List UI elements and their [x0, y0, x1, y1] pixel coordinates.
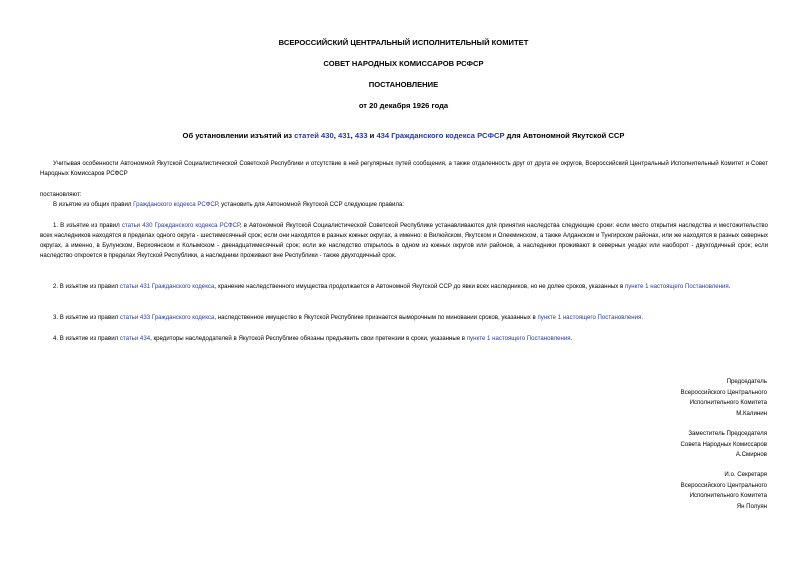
preamble: Учитывая особенности Автономной Якутской Социалистической Советской Республики и отсутствие в ней регулярных путей сообщения, а также отдаленность друг от друга ее округов, Всероссийский Центральный Исполнительный Комитет и Совет Народных Комиссаров РСФСР — [40, 160, 768, 177]
title-text: и — [367, 131, 377, 140]
document-type: ПОСТАНОВЛЕНИЕ — [368, 80, 439, 89]
item-4-text: . — [570, 335, 573, 342]
document-title — [40, 130, 767, 141]
title-link-article-430[interactable]: статей 430 — [294, 131, 334, 140]
item-1-text: , в Автономной Якутской Социалистической Советской Республике устанавливаются для принятия наследства следующие сроки: если место открытия наследства и местожительство всех наследников находятся в пределах одного округа - шестимесячный срок; если они находятся в разных южных округах, а именно: в Вилюйском, Якутском и Олекминском, а также Алданском и Тунгирском районах, или же находятся в разных северных округах, а именно, в Булунском, Верхоянском и Колымском - двенадцатимесячный срок; если же наследство открылось в одном из южных округов или районов, а наследники проживают в северных уездах или наоборот - двухгодичный срок; если наследство откроется в пределах Якутской Республики, а наследники проживают вне Республики - также двухгодичный срок. — [40, 222, 768, 259]
title-text: Об установлении изъятий из — [182, 131, 295, 140]
link-point-1[interactable]: пункте 1 настоящего Постановления — [624, 283, 729, 290]
signature-line: Заместитель Председателя — [688, 430, 767, 437]
signature-deputy-chairman — [681, 429, 767, 461]
signature-line: Председатель — [726, 378, 767, 385]
title-link-article-431[interactable]: 431 — [337, 131, 351, 140]
link-article-431[interactable]: статьи 431 Гражданского кодекса — [119, 283, 215, 290]
signature-line: Исполнительного Комитета — [689, 399, 767, 406]
signature-chairman — [681, 377, 767, 419]
item-3-text: . — [641, 314, 644, 321]
item-1-text: 1. В изъятие из правил — [53, 222, 122, 229]
signature-line: Всероссийского Центрального — [680, 481, 767, 489]
signatory-name: М.Калинин — [736, 409, 767, 417]
intro-paragraph — [40, 200, 768, 210]
document-date: от 20 декабря 1926 года — [358, 101, 449, 110]
issuer-sovnarkom: СОВЕТ НАРОДНЫХ КОМИССАРОВ РСФСР — [323, 59, 484, 68]
signature-line: И.о. Секретаря — [724, 471, 767, 478]
link-point-1[interactable]: пункте 1 настоящего Постановления — [466, 335, 571, 342]
title-text: для Автономной Якутской ССР — [504, 131, 625, 140]
item-1 — [40, 221, 768, 261]
title-text: , — [350, 131, 355, 140]
resolve-word: постановляют: — [40, 191, 82, 198]
link-article-433[interactable]: статьи 433 Гражданского кодекса — [119, 314, 215, 321]
signature-line: Исполнительного Комитета — [689, 492, 767, 499]
title-link-article-434-civil-code[interactable]: 434 Гражданского кодекса РСФСР — [376, 131, 505, 140]
item-3-text: 3. В изъятие из правил — [53, 314, 120, 321]
item-2 — [40, 282, 768, 292]
link-article-434[interactable]: статьи 434 — [119, 335, 151, 342]
item-2-text: . — [728, 283, 731, 290]
signature-line: Всероссийского Центрального — [680, 388, 767, 396]
intro-text: В изъятие из общих правил — [53, 201, 134, 208]
signature-acting-secretary — [681, 470, 767, 512]
item-4 — [40, 334, 768, 344]
link-civil-code[interactable]: Гражданского кодекса РСФСР — [133, 201, 218, 208]
intro-text: , установить для Автономной Якутской ССР следующие правила: — [217, 201, 405, 208]
item-4-text: 4. В изъятие из правил — [53, 335, 120, 342]
title-text: , — [333, 131, 338, 140]
item-3-text: , наследственное имущество в Якутской Республике признается выморочным по миновании сроков, указанных в — [214, 314, 538, 321]
signatory-name: А.Смирнов — [735, 451, 767, 458]
link-point-1[interactable]: пункте 1 настоящего Постановления — [537, 314, 642, 321]
link-article-430[interactable]: статьи 430 Гражданского кодекса РСФСР — [121, 222, 240, 229]
item-4-text: , кредиторы наследодателей в Якутской Республике обязаны предъявить свои претензии в сроки, указанные в — [150, 335, 467, 342]
item-3 — [40, 313, 768, 323]
issuer-vtsik: ВСЕРОССИЙСКИЙ ЦЕНТРАЛЬНЫЙ ИСПОЛНИТЕЛЬНЫЙ КОМИТЕТ — [278, 38, 529, 47]
signature-line: Совета Народных Комиссаров — [680, 440, 767, 448]
title-link-article-433[interactable]: 433 — [354, 131, 368, 140]
item-2-text: 2. В изъятие из правил — [53, 283, 120, 290]
signatory-name: Ян Полуян — [736, 502, 767, 510]
item-2-text: , хранение наследственного имущества продолжается в Автономной Якутской ССР до явки всех наследников, но не долее сроков, указанных в — [214, 283, 625, 290]
